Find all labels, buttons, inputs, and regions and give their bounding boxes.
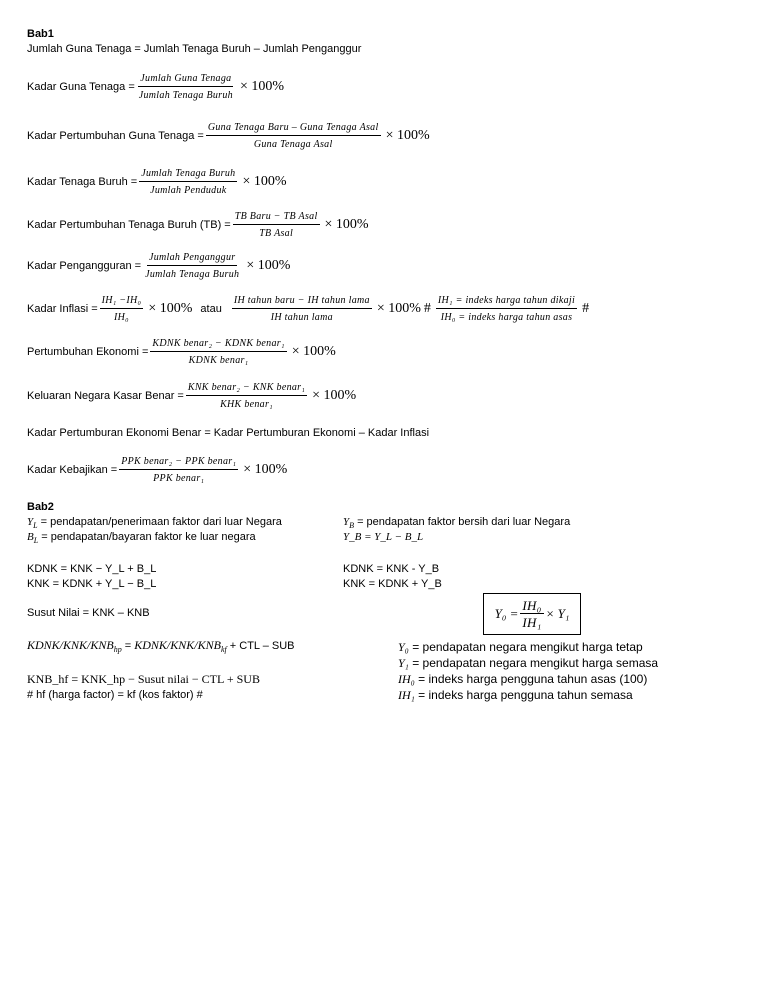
symbol: B <box>27 531 34 543</box>
formula-label: Kadar Kebajikan = <box>27 464 118 476</box>
symbol: Y <box>343 516 350 528</box>
hf-kf-note: # hf (harga factor) = kf (kos faktor) # <box>27 689 203 701</box>
numerator: PPK benar₂ − PPK benar₁ <box>119 455 238 470</box>
percent-factor: × 100% <box>239 79 285 94</box>
def-y0 <box>398 640 643 654</box>
formula-kadar-pengangguran <box>27 251 290 281</box>
numerator: Guna Tenaga Baru – Guna Tenaga Asal <box>206 121 381 136</box>
definition-text: = pendapatan faktor bersih dari luar Negara <box>354 516 571 528</box>
bl-definition <box>27 530 256 548</box>
symbol: Y₀ <box>398 640 409 654</box>
formula-kadar-pertumbuhan-tenaga-buruh <box>27 210 369 240</box>
formula-label: Keluaran Negara Kasar Benar = <box>27 390 184 402</box>
denominator: TB Asal <box>259 228 294 239</box>
fraction <box>100 294 144 324</box>
formula-kadar-inflasi <box>27 294 592 324</box>
fraction <box>150 337 286 367</box>
def-ih0 <box>398 672 647 686</box>
subscript: B <box>349 521 355 531</box>
formula-pertumbuhan-ekonomi <box>27 337 336 367</box>
formula-keluaran-negara-kasar-benar <box>27 381 356 411</box>
denominator: Jumlah Tenaga Buruh <box>145 269 240 280</box>
symbol: Y₁ <box>398 656 409 670</box>
symbol: IH₀ <box>398 672 415 686</box>
percent-factor: × 100% <box>246 258 291 273</box>
kf-subscript: kf <box>220 645 227 655</box>
rhs: KDNK/KNK/KNB <box>134 638 221 652</box>
kdnk-equation-1: KDNK = KNK − Y_L + B_L <box>27 563 157 575</box>
kadar-pertumbuhan-benar-definition: Kadar Pertumburan Ekonomi Benar = Kadar Pertumburan Ekonomi – Kadar Inflasi <box>27 427 430 439</box>
tail: + CTL – SUB <box>226 640 295 652</box>
formula-label: Kadar Guna Tenaga = <box>27 81 135 93</box>
definition-text: = pendapatan negara mengikut harga tetap <box>408 640 643 654</box>
fraction <box>186 381 307 411</box>
box-lhs: Y₀ = <box>494 606 519 621</box>
bab1-heading: Bab1 <box>27 28 54 40</box>
percent-factor: × 100% <box>376 301 421 316</box>
formula-kadar-kebajikan <box>27 455 287 485</box>
denominator: KHK benar₁ <box>220 399 273 410</box>
numerator: Jumlah Penganggur <box>147 251 237 266</box>
definition-text: = pendapatan/penerimaan faktor dari luar Negara <box>37 516 282 528</box>
hp-kf-equation <box>27 638 295 657</box>
numerator: Jumlah Guna Tenaga <box>138 72 233 87</box>
fraction <box>143 251 241 281</box>
definition-text: = indeks harga pengguna tahun asas (100) <box>414 672 648 686</box>
denominator: KDNK benar₁ <box>188 355 249 366</box>
formula-label: Kadar Pengangguran = <box>27 260 142 272</box>
formula-label: Kadar Tenaga Buruh = <box>27 176 138 188</box>
note-ih0: IH₀ = indeks harga tahun asas <box>440 312 573 323</box>
denominator: IH₁ <box>522 615 542 630</box>
knk-equation-2: KNK = KDNK + Y_B <box>343 578 442 590</box>
formula-label: Kadar Inflasi = <box>27 303 98 315</box>
def-y1 <box>398 656 658 670</box>
guna-tenaga-definition: Jumlah Guna Tenaga = Jumlah Tenaga Buruh – Jumlah Penganggur <box>27 43 362 55</box>
numerator: IH tahun baru − IH tahun lama <box>232 294 372 309</box>
numerator: IH₀ <box>522 598 542 613</box>
numerator: KDNK benar₂ − KDNK benar₁ <box>150 337 286 352</box>
hp-subscript: hp <box>113 645 122 655</box>
symbol: Y <box>27 516 34 528</box>
denominator: IH₀ <box>114 312 129 323</box>
hash-mark: # <box>423 301 431 316</box>
numerator: TB Baru − TB Asal <box>233 210 320 225</box>
definition-text: = indeks harga pengguna tahun semasa <box>414 688 633 702</box>
kdnk-equation-2: KDNK = KNK - Y_B <box>343 563 440 575</box>
box-fraction <box>520 599 543 629</box>
percent-factor: × 100% <box>148 301 193 316</box>
yb-equation: Y_B = Y_L − B_L <box>343 531 424 543</box>
definition-text: = pendapatan negara mengikut harga semasa <box>408 656 659 670</box>
susut-nilai-equation: Susut Nilai = KNK – KNB <box>27 607 150 619</box>
percent-factor: × 100% <box>242 174 287 189</box>
subscript: L <box>33 521 38 531</box>
formula-label: Kadar Pertumbuhan Tenaga Buruh (TB) = <box>27 219 231 231</box>
fraction <box>233 210 320 240</box>
fraction <box>119 455 238 485</box>
percent-factor: × 100% <box>385 128 430 143</box>
percent-factor: × 100% <box>312 388 357 403</box>
percent-factor: × 100% <box>291 344 336 359</box>
y0-formula-box <box>483 593 581 635</box>
numerator: IH₁ −IH₀ <box>100 294 144 309</box>
inflasi-note <box>436 294 577 324</box>
knb-hf-equation: KNB_hf = KNK_hp − Susut nilai − CTL + SUB <box>27 672 260 686</box>
numerator: KNK benar₂ − KNK benar₁ <box>186 381 307 396</box>
formula-label: Kadar Pertumbuhan Guna Tenaga = <box>27 130 204 142</box>
numerator: Jumlah Tenaga Buruh <box>139 167 237 182</box>
formula-kadar-tenaga-buruh <box>27 167 287 197</box>
denominator: Jumlah Tenaga Buruh <box>138 90 233 101</box>
lhs: KDNK/KNK/KNB <box>27 638 114 652</box>
fraction-alt <box>232 294 372 324</box>
equals: = <box>121 640 135 652</box>
symbol: IH₁ <box>398 688 415 702</box>
denominator: Guna Tenaga Asal <box>253 139 333 150</box>
def-ih1 <box>398 688 633 702</box>
formula-kadar-pertumbuhan-guna-tenaga <box>27 121 430 151</box>
formula-kadar-guna-tenaga <box>27 72 284 102</box>
denominator: PPK benar₁ <box>153 473 205 484</box>
fraction <box>137 72 235 102</box>
percent-factor: × 100% <box>243 462 288 477</box>
atau-text: atau <box>200 303 222 315</box>
knk-equation-1: KNK = KDNK + Y_L − B_L <box>27 578 157 590</box>
denominator: IH tahun lama <box>270 312 333 323</box>
note-ih1: IH₁ = indeks harga tahun dikaji <box>436 294 577 309</box>
formula-label: Pertumbuhan Ekonomi = <box>27 346 149 358</box>
denominator: Jumlah Penduduk <box>150 185 227 196</box>
definition-text: = pendapatan/bayaran faktor ke luar negara <box>38 531 256 543</box>
fraction <box>206 121 381 151</box>
fraction <box>139 167 237 197</box>
percent-factor: × 100% <box>324 217 369 232</box>
box-tail: × Y₁ <box>545 606 570 621</box>
subscript: L <box>33 536 39 546</box>
hash-mark: # <box>582 301 590 316</box>
bab2-heading: Bab2 <box>27 501 54 513</box>
